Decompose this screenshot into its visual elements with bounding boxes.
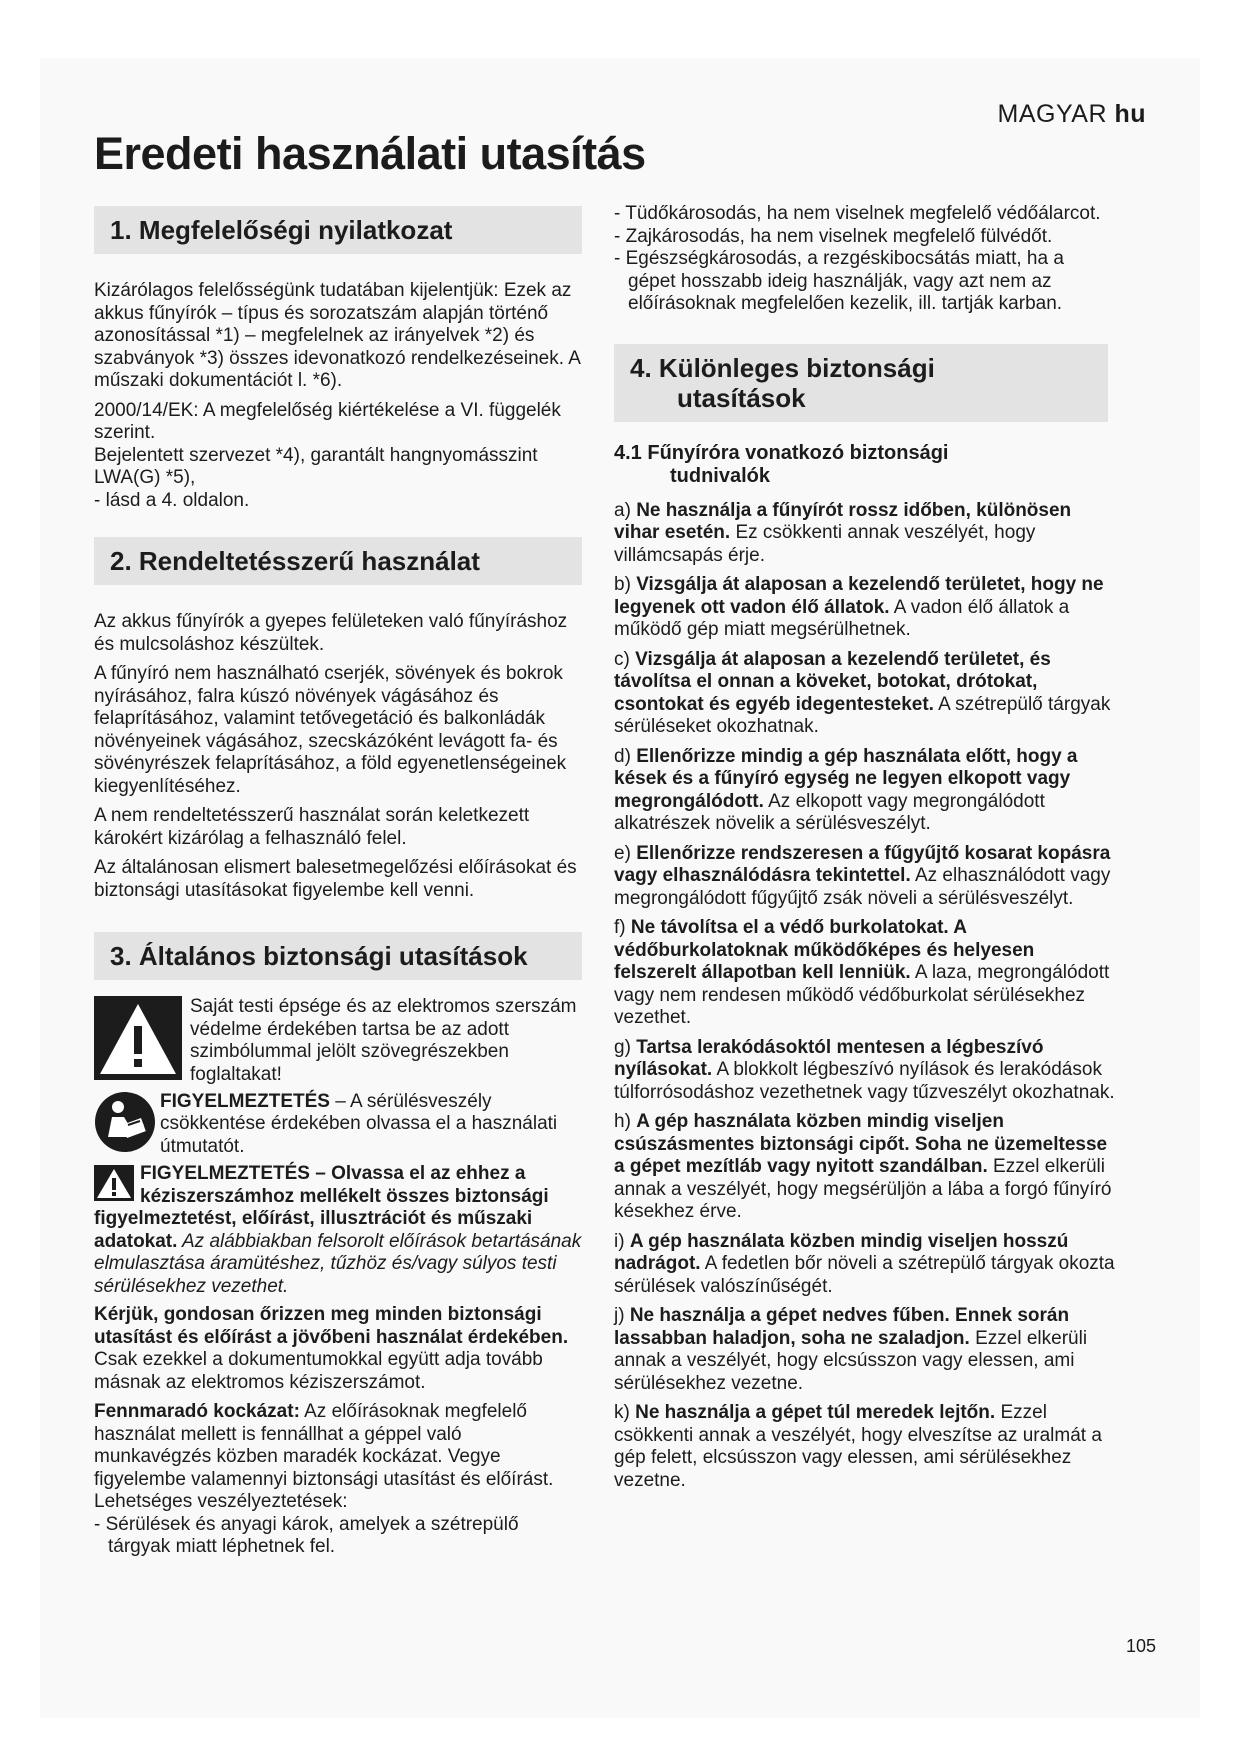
safety-item-rest: A laza, megrongálódott vagy nem rendesen működő védőburkolat sérülésekhez vezethet. (614, 962, 1110, 1028)
keep-instructions-rest: Csak ezekkel a dokumentumokkal együtt adja tovább másnak az elektromos kéziszerszámot. (94, 1349, 543, 1393)
warning-symbol-text: Saját testi épsége és az elektromos szerszám védelme érdekében tartsa be az adott szimbólummal jelölt szövegrészekben foglaltakat! (190, 996, 577, 1085)
safety-item-bold: Vizsgálja át alaposan a kezelendő területet, hogy ne legyenek ott vadon élő állatok. (614, 574, 1104, 618)
s2-paragraph-2: A fűnyíró nem használható cserjék, sövények és bokrok nyírásához, falra kúszó növények vágásához és felaprításához, valamint tetővegetáció és balkonládák növényeinek vágásához, szecskázóként levágott fa- és sövényrészek felaprításához, a föld egyenetlenségeinek kiegyenlítéséhez. (94, 663, 567, 797)
safety-item-label: a) (614, 499, 637, 521)
hazard-item: - Sérülések és anyagi károk, amelyek a szétrepülő tárgyak miatt léphetnek fel. (94, 1513, 519, 1557)
safety-item-rest: Ezzel elkerüli annak a veszélyét, hogy megsérüljön a lába a forgó fűnyíró késekhez érve. (614, 1156, 1112, 1222)
warning-triangle-icon (94, 1165, 134, 1208)
keep-instructions (94, 1304, 582, 1394)
safety-item-bold: Ne használja a gépet túl meredek lejtőn. (635, 1402, 996, 1423)
safety-item (614, 843, 1116, 911)
safety-items-list (614, 500, 1116, 1493)
residual-risk (94, 1401, 582, 1491)
general-warning (94, 1163, 582, 1298)
s1-paragraph-1: Kizárólagos felelősségünk tudatában kijelentjük: Ezek az akkus fűnyírók – típus és sorozatszám alapján történő azonosítással *1) – megfelelnek az irányelvek *2) és szabványok *3) összes idevonatkozó rendelkezéseinek. A műszaki dokumentációt l. *6). (94, 280, 580, 391)
safety-item-bold: Tartsa lerakódásoktól mentesen a légbeszívó nyílásokat. (614, 1036, 1044, 1080)
safety-item-bold: Ne távolítsa el a védő burkolatokat. A védőburkolatoknak működőképes és helyesen felszerelt állapotban kell lenniük. (614, 917, 1035, 983)
safety-item-rest: Ezzel elkerüli annak a veszélyét, hogy elcsússzon vagy elessen, ami sérülésekhez vezetne. (614, 1327, 1088, 1394)
section-2-heading: 2. Rendeltetésszerű használat (94, 537, 582, 585)
general-warning-bold: FIGYELMEZTETÉS – Olvassa el az ehhez a kéziszerszámhoz mellékelt összes biztonsági figyelmeztetést, előírást, illusztrációt és műszaki adatokat. (94, 1163, 549, 1252)
manual-warning-rest: – A sérülésveszély csökkentése érdekében olvassa el a használati útmutatót. (160, 1090, 558, 1157)
residual-risk-bold: Fennmaradó kockázat: (94, 1401, 300, 1422)
safety-item-label: j) (614, 1305, 630, 1326)
safety-item-label: e) (614, 842, 637, 864)
s1-paragraph-3: Bejelentett szervezet *4), garantált hangnyomásszint LWA(G) *5), (94, 444, 538, 488)
read-manual-icon (94, 1091, 156, 1160)
section-4-heading-line-2: utasítások (677, 382, 806, 413)
safety-item (614, 917, 1116, 1030)
manual-warning-text (160, 1091, 582, 1159)
safety-item-label: f) (614, 917, 631, 938)
section-4-heading (614, 344, 1108, 422)
safety-item-rest: A blokkolt légbeszívó nyílások és lerakódások túlforrósodáshoz vezethetnek vagy tűzveszélyt okozhatnak. (614, 1059, 1115, 1103)
subsection-4-1-line-2: tudnivalók (670, 464, 771, 487)
safety-item-bold: A gép használata közben mindig viseljen csúszásmentes biztonsági cipőt. Soha ne üzemeltesse a gépet mezítláb vagy nyitott szandálban. (614, 1111, 1108, 1177)
manual-warning (94, 1091, 582, 1160)
safety-item (614, 1111, 1116, 1224)
safety-item-label: c) (614, 648, 636, 670)
safety-item (614, 649, 1116, 739)
keep-instructions-bold: Kérjük, gondosan őrizzen meg minden biztonsági utasítást és előírást a jövőbeni használat érdekében. (94, 1304, 569, 1348)
safety-item (614, 746, 1116, 836)
safety-item-bold: Ellenőrizze mindig a gép használata előtt, hogy a kések és a fűnyíró egység ne legyen elkopott vagy megrongálódott. (614, 745, 1078, 812)
language-label (998, 100, 1147, 129)
hazard-item: - Tüdőkárosodás, ha nem viselnek megfelelő védőálarcot. (614, 203, 1101, 224)
safety-item-bold: Vizsgálja át alaposan a kezelendő területet, és távolítsa el onnan a köveket, botokat, drótokat, csontokat és egyéb idegentesteket. (614, 648, 1051, 715)
safety-item-rest: A vadon élő állatok a működő gép miatt megsérülhetnek. (614, 596, 1070, 640)
safety-item-label: d) (614, 745, 637, 767)
safety-item-bold: Ne használja a fűnyírót rossz időben, különösen vihar esetén. (614, 499, 1072, 543)
section-3-heading: 3. Általános biztonsági utasítások (94, 932, 582, 980)
subsection-4-1-line-1: 4.1 Fűnyíróra vonatkozó biztonsági (614, 441, 949, 464)
warning-square-icon (94, 996, 182, 1087)
safety-item-rest: Az elkopott vagy megrongálódott alkatrészek növelik a sérülésveszélyt. (614, 790, 1045, 834)
safety-item-rest: Ezzel csökkenti annak a veszélyét, hogy elveszítse az uralmát a gép felett, elcsússzon vagy elessen, ami sérülésekhez vezetne. (614, 1402, 1102, 1491)
safety-item (614, 1231, 1116, 1299)
document-title: Eredeti használati utasítás (94, 128, 646, 179)
section-4-heading-line-1: 4. Különleges biztonsági (630, 352, 935, 383)
language-code: hu (1114, 100, 1146, 128)
safety-item-label: g) (614, 1036, 637, 1058)
safety-item-label: k) (614, 1402, 636, 1423)
manual-warning-bold: FIGYELMEZTETÉS (160, 1090, 330, 1112)
safety-item-rest: Ez csökkenti annak veszélyét, hogy villámcsapás érje. (614, 522, 1036, 566)
warning-symbol-note (94, 996, 582, 1087)
s1-paragraph-4: - lásd a 4. oldalon. (94, 489, 250, 511)
page-number: 105 (1125, 1636, 1156, 1656)
safety-item (614, 1305, 1116, 1395)
hazard-item: - Zajkárosodás, ha nem viselnek megfelelő fülvédőt. (614, 225, 1053, 247)
s2-paragraph-4: Az általánosan elismert balesetmegelőzési előírásokat és biztonsági utasításokat figyelembe kell venni. (94, 857, 577, 901)
hazard-item: - Egészségkárosodás, a rezgéskibocsátás miatt, ha a gépet hosszabb ideig használják, vagy azt nem az előírásoknak megfelelően kezelik, ill. tartják karban. (614, 248, 1064, 314)
language-word: MAGYAR (997, 100, 1107, 128)
safety-item-bold: Ellenőrizze rendszeresen a fűgyűjtő kosarat kopásra vagy elhasználódásra tekintettel. (614, 842, 1111, 886)
right-column (614, 203, 1116, 1499)
s2-paragraph-1: Az akkus fűnyírók a gyepes felületeken való fűnyíráshoz és mulcsoláshoz készültek. (94, 611, 568, 655)
safety-item (614, 500, 1116, 568)
safety-item (614, 574, 1116, 642)
safety-item-rest: Az elhasználódott vagy megrongálódott fűgyűjtő zsák növeli a sérülésveszélyt. (614, 865, 1111, 909)
safety-item (614, 1037, 1116, 1105)
general-warning-italic: Az alábbiakban felsorolt előírások betartásának elmulasztása áramütéshez, tűzhöz és/vagy súlyos testi sérülésekhez vezethet. (94, 1230, 582, 1297)
possible-hazards-label: Lehetséges veszélyeztetések: (94, 1491, 348, 1512)
safety-item (614, 1402, 1116, 1492)
section-1-heading: 1. Megfelelőségi nyilatkozat (94, 206, 582, 254)
safety-item-label: b) (614, 574, 637, 595)
safety-item-label: i) (614, 1230, 630, 1252)
safety-item-bold: Ne használja a gépet nedves fűben. Ennek során lassabban haladjon, soha ne szaladjon. (614, 1305, 1070, 1349)
s1-paragraph-2: 2000/14/EK: A megfelelőség kiértékelése a VI. függelék szerint. (94, 399, 561, 443)
residual-risk-rest: Az előírásoknak megfelelő használat mellett is fennállhat a géppel való munkavégzés közben maradék kockázat. Vegye figyelembe valamennyi biztonsági utasítást és előírást. (94, 1401, 554, 1490)
safety-item-label: h) (614, 1111, 637, 1132)
safety-item-rest: A fedetlen bőr növeli a szétrepülő tárgyak okozta sérülések valószínűségét. (614, 1253, 1115, 1297)
safety-item-rest: A szétrepülő tárgyak sérüléseket okozhatnak. (614, 693, 1111, 737)
subsection-4-1-heading (614, 442, 1116, 488)
safety-item-bold: A gép használata közben mindig viseljen hosszú nadrágot. (614, 1230, 1069, 1274)
left-column (94, 206, 582, 1559)
s2-paragraph-3: A nem rendeltetésszerű használat során keletkezett károkért kizárólag a felhasználó felel. (94, 805, 530, 849)
